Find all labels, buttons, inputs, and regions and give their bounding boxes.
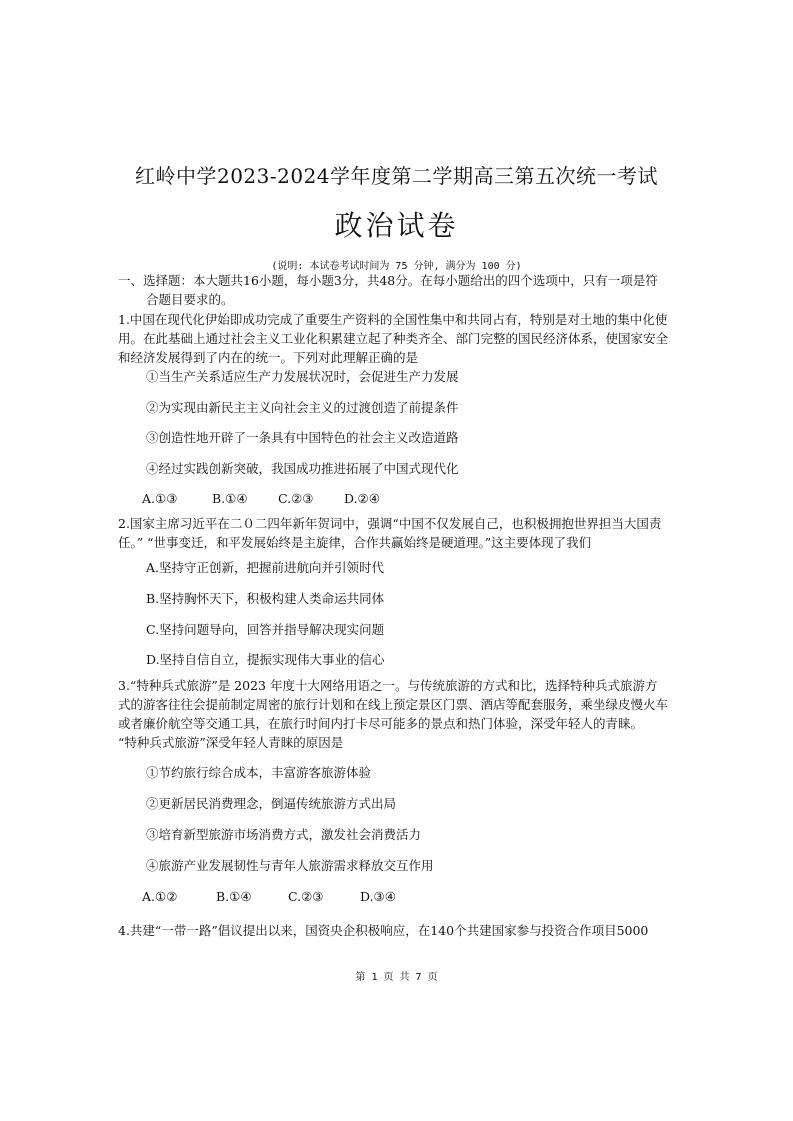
q3-option-a: A.①② [142,889,178,904]
q3-stem-line2: 式的游客往往会提前制定周密的旅行计划和在线上预定景区门票、酒店等配套服务，乘坐绿皮慢火车 [118,697,669,712]
q1-options [142,491,380,507]
section-heading-line2: 合题目要求的。 [146,292,234,307]
q3-stem-line4: “特种兵式旅游”深受年轻人青睐的原因是 [118,735,344,750]
q1-option-d: D.②④ [344,491,380,506]
q3-option-d: D.③④ [360,889,396,904]
exam-subject: 政治试卷 [334,209,459,242]
q2-stem-line2: 任。” “世事变迁，和平发展始终是主旋律，合作共赢始终是硬道理。”这主要体现了我们 [118,535,592,550]
q3-item: ③培育新型旅游市场消费方式，激发社会消费活力 [146,827,422,842]
q1-option-c: C.②③ [278,491,314,506]
q3-item: ④旅游产业发展韧性与青年人旅游需求释放交互作用 [146,858,434,873]
exam-title: 红岭中学2023-2024学年度第二学期高三第五次统一考试 [134,164,659,188]
q3-stem-line1: 3.“特种兵式旅游”是 2023 年度十大网络用语之一。与传统旅游的方式和比，选择特种兵式旅游方 [118,678,658,693]
q3-item: ①节约旅行综合成本，丰富游客旅游体验 [146,765,372,780]
q1-item: ①当生产关系适应生产力发展状况时，会促进生产力发展 [146,369,459,384]
q2-option-b: B.坚持胸怀天下，积极构建人类命运共同体 [146,591,385,606]
q1-item: ③创造性地开辟了一条具有中国特色的社会主义改造道路 [146,430,459,445]
q3-option-c: C.②③ [288,889,324,904]
q2-stem-line1: 2.国家主席习近平在二０二四年新年贺词中，强调“中国不仅发展自己，也积极拥抱世界担当大国责 [118,516,662,531]
q1-option-b: B.①④ [212,491,248,506]
q1-stem-line2: 用。在此基础上通过社会主义工业化积累建立起了种类齐全、部门完整的国民经济体系，使国家安全 [118,331,669,346]
q1-item: ④经过实践创新突破，我国成功推进拓展了中国式现代化 [146,461,459,476]
q2-option-d: D.坚持自信自立，提振实现伟大事业的信心 [146,652,385,667]
q3-stem-line3: 或者廉价航空等交通工具，在旅行时间内打卡尽可能多的景点和热门体验，深受年轻人的青睐。 [118,716,644,731]
q3-options [142,889,396,905]
section-heading-line1: 一、选择题：本大题共16小题，每小题3分，共48分。在每小题给出的四个选项中，只有一项是符 [118,273,658,288]
q1-stem-line3: 和经济发展得到了内在的统一。下列对此理解正确的是 [118,350,419,365]
exam-note: (说明: 本试卷考试时间为 75 分钟, 满分为 100 分) [271,261,522,272]
q1-stem-line1: 1.中国在现代化伊始即成功完成了重要生产资料的全国性集中和共同占有，特别是对土地的集中化使 [118,312,668,327]
q4-stem-line1: 4.共建“一带一路”倡议提出以来，国资央企积极响应，在140个共建国家参与投资合作项目5000 [118,923,649,938]
q2-option-a: A.坚持守正创新，把握前进航向并引领时代 [146,560,385,575]
q1-option-a: A.①③ [142,491,178,506]
q2-option-c: C.坚持问题导向，回答并指导解决现实问题 [146,622,385,637]
page-footer: 第 1 页 共 7 页 [355,972,438,983]
q1-item: ②为实现由新民主主义向社会主义的过渡创造了前提条件 [146,400,459,415]
q3-option-b: B.①④ [216,889,252,904]
q3-item: ②更新居民消费理念，倒逼传统旅游方式出局 [146,796,397,811]
